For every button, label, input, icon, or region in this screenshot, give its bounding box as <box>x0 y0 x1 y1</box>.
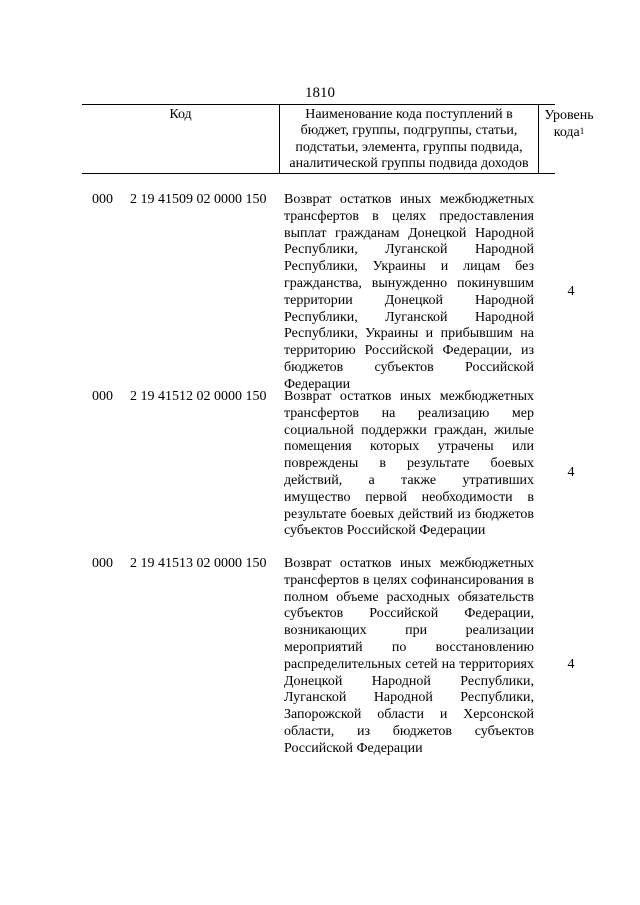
header-level <box>539 107 599 141</box>
code-level: 4 <box>567 657 575 672</box>
code-level: 4 <box>567 284 575 299</box>
table-header <box>82 104 594 174</box>
header-name: Наименование кода поступлений в бюджет, группы, подгруппы, статьи, подстатьи, элемента, группы подвида, аналитической группы подвида доходов <box>289 107 529 172</box>
header-level-footnote: 1 <box>579 126 585 136</box>
code-level: 4 <box>567 465 575 480</box>
row-description: Возврат остатков иных межбюджетных трансфертов в целях предоставления выплат гражданам Донецкой Народной Республики, Луганской Народной Республики, Украины и лицам без гражданства, вынужденно покинувшим территории Донецкой Народной Республики, Луганской Народной Республики, Украины и прибывшим на территорию Российской Федерации, из бюджетов субъектов Российской Федерации <box>284 192 534 392</box>
admin-code: 000 <box>92 192 113 207</box>
header-level-label: Уровень кода <box>544 108 594 140</box>
revenue-code: 2 19 41512 02 0000 150 <box>130 389 267 404</box>
page-number: 1810 <box>305 85 335 101</box>
header-code: Код <box>169 107 192 122</box>
revenue-code: 2 19 41509 02 0000 150 <box>130 192 267 207</box>
admin-code: 000 <box>92 556 113 571</box>
revenue-code: 2 19 41513 02 0000 150 <box>130 556 267 571</box>
admin-code: 000 <box>92 389 113 404</box>
row-description: Возврат остатков иных межбюджетных трансфертов на реализацию мер социальной поддержки граждан, жилые помещения которых утрачены или повреждены в результате боевых действий, а также утративших имущество первой необходимости в результате боевых действий из бюджетов субъектов Российской Федерации <box>284 389 534 539</box>
row-description: Возврат остатков иных межбюджетных трансфертов в целях софинансирования в полном объеме расходных обязательств субъектов Российской Федерации, возникающих при реализации мероприятий по восстановлению распределительных сетей на территориях Донецкой Народной Республики, Луганской Народной Республики, Запорожской области и Херсонской области, из бюджетов субъектов Российской Федерации <box>284 556 534 756</box>
